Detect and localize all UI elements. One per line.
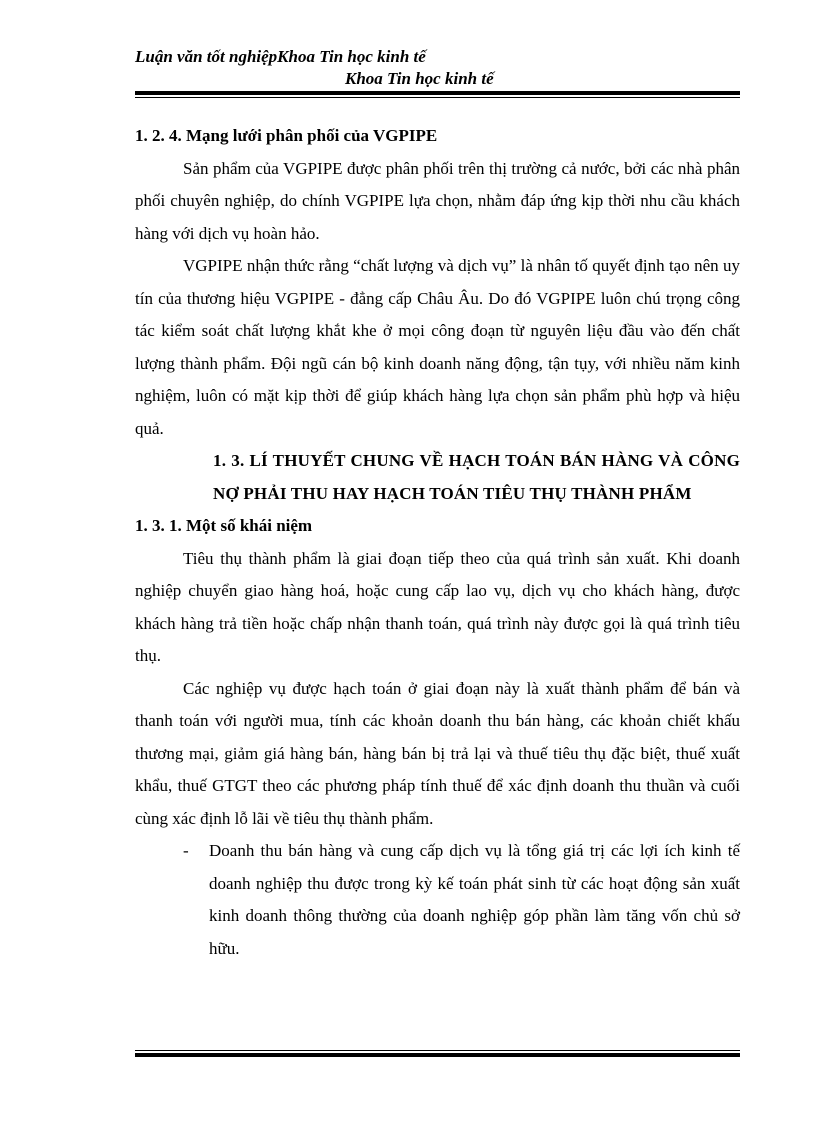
- section-heading-1-2-4: 1. 2. 4. Mạng lưới phân phối của VGPIPE: [135, 126, 438, 145]
- paragraph: Sản phẩm của VGPIPE được phân phối trên thị trường cả nước, bởi các nhà phân phối chuyên nghiệp, do chính VGPIPE lựa chọn, nhằm đáp ứng kịp thời nhu cầu khách hàng với dịch vụ hoàn hảo.: [135, 158, 740, 243]
- page-header: [135, 46, 740, 90]
- header-line-1: Luận văn tốt nghiệpKhoa Tin học kinh tế: [135, 47, 426, 66]
- bullet-dash: -: [183, 841, 189, 860]
- footer-rule-thin: [135, 1050, 740, 1051]
- bullet-text: Doanh thu bán hàng và cung cấp dịch vụ là tổng giá trị các lợi ích kinh tế doanh nghiệp thu được trong kỳ kế toán phát sinh từ các hoạt động sản xuất kinh doanh thông thường của doanh nghiệp góp phần làm tăng vốn chủ sở hữu.: [209, 841, 740, 958]
- footer-rule-thick: [135, 1053, 740, 1057]
- paragraph: Các nghiệp vụ được hạch toán ở giai đoạn này là xuất thành phẩm để bán và thanh toán với người mua, tính các khoản doanh thu bán hàng, các khoản chiết khấu thương mại, giảm giá hàng bán, hàng bán bị trả lại và thuế tiêu thụ đặc biệt, thuế xuất khẩu, thuế GTGT theo các phương pháp tính thuế để xác định doanh thu thuần và cuối cùng xác định lỗ lãi về tiêu thụ thành phẩm.: [135, 678, 740, 828]
- header-rule-thick: [135, 91, 740, 95]
- header-line-2: Khoa Tin học kinh tế: [345, 69, 494, 88]
- paragraph: Tiêu thụ thành phẩm là giai đoạn tiếp theo của quá trình sản xuất. Khi doanh nghiệp chuyển giao hàng hoá, hoặc cung cấp lao vụ, dịch vụ cho khách hàng, được khách hàng trả tiền hoặc chấp nhận thanh toán, quá trình này được gọi là quá trình tiêu thụ.: [135, 548, 740, 665]
- paragraph: VGPIPE nhận thức rằng “chất lượng và dịch vụ” là nhân tố quyết định tạo nên uy tín của thương hiệu VGPIPE - đẳng cấp Châu Âu. Do đó VGPIPE luôn chú trọng công tác kiểm soát chất lượng khắt khe ở mọi công đoạn từ nguyên liệu đầu vào đến chất lượng thành phẩm. Đội ngũ cán bộ kinh doanh năng động, tận tụy, với nhiều năm kinh nghiệm, luôn có mặt kịp thời để giúp khách hàng lựa chọn sản phẩm phù hợp và hiệu quả.: [135, 256, 740, 438]
- header-rule-thin: [135, 97, 740, 98]
- bullet-item: [135, 835, 740, 965]
- section-heading-1-3: 1. 3. LÍ THUYẾT CHUNG VỀ HẠCH TOÁN BÁN HÀNG VÀ CÔNG NỢ PHẢI THU HAY HẠCH TOÁN TIÊU THỤ THÀNH PHẨM: [213, 451, 740, 503]
- page-body: [135, 120, 740, 965]
- section-heading-1-3-1: 1. 3. 1. Một số khái niệm: [135, 516, 313, 535]
